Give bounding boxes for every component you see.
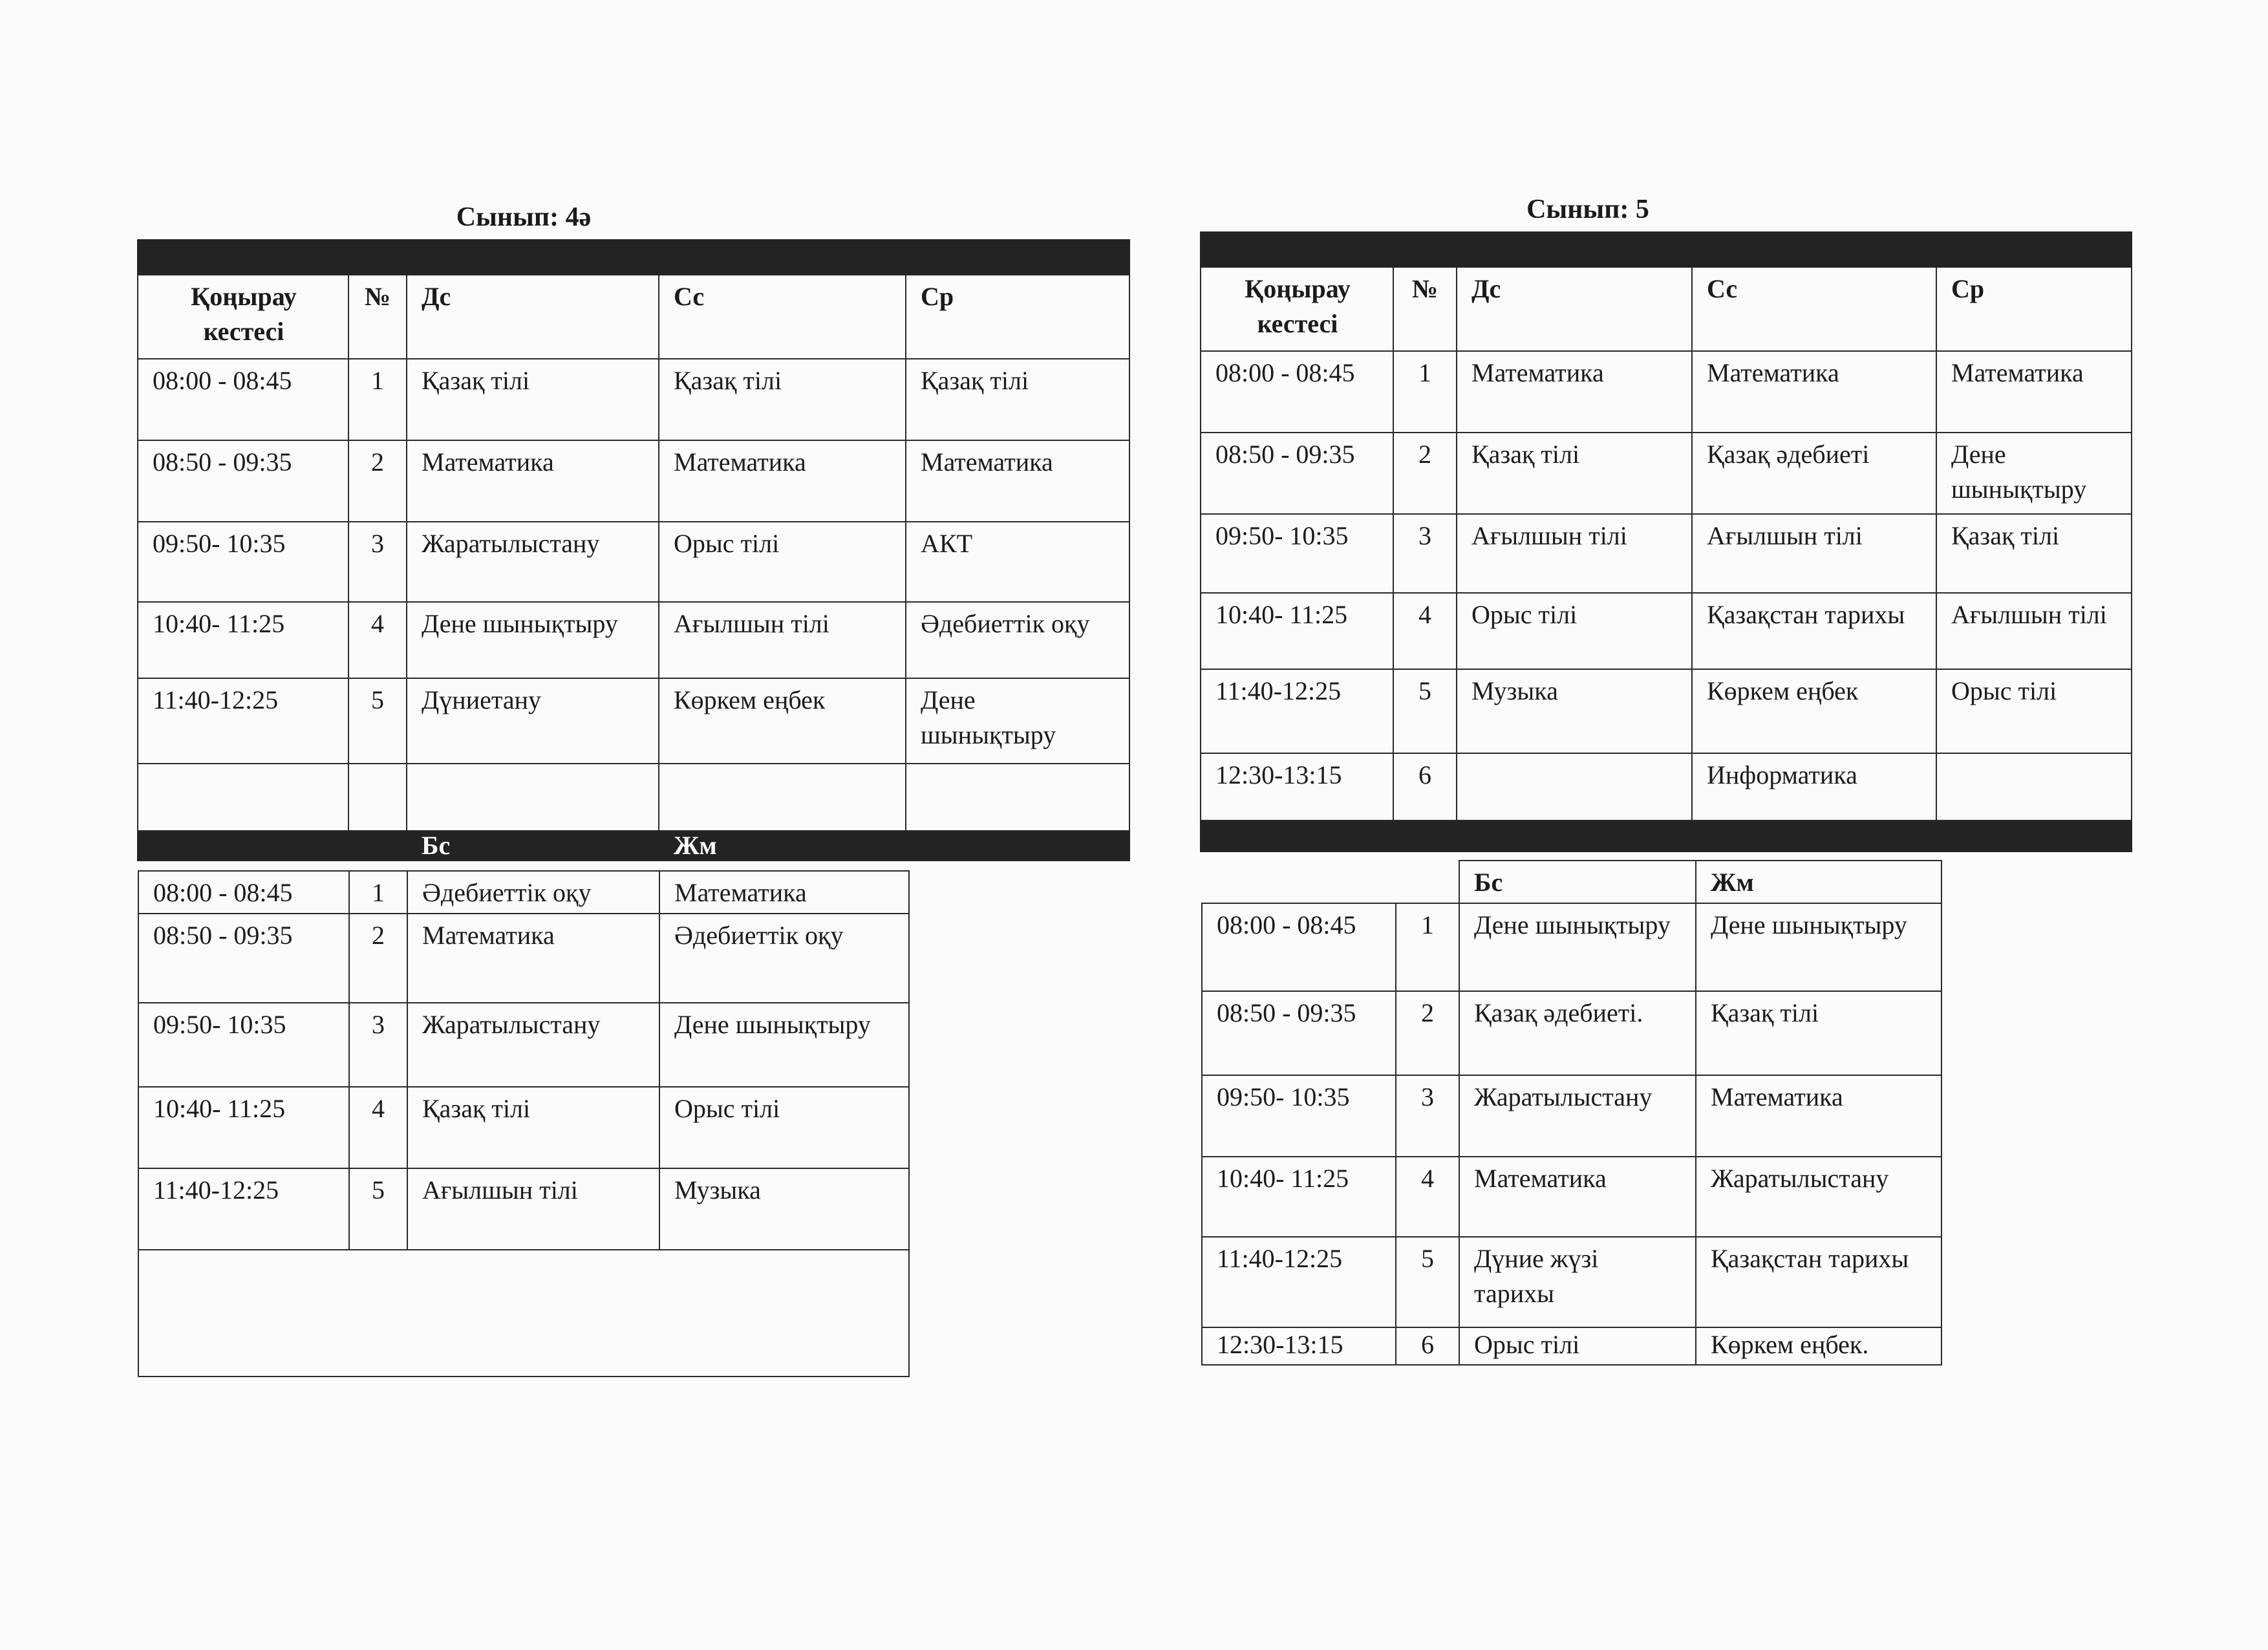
lesson-cell: Музыка bbox=[1457, 669, 1692, 753]
number-header: № bbox=[1393, 267, 1457, 351]
day-header-fri: Жм bbox=[1696, 861, 1942, 903]
day-header-mon: Дс bbox=[1457, 267, 1692, 351]
bell-schedule-header: Қоңырау кестесі bbox=[1201, 267, 1393, 351]
lesson-cell: Қазақ әдебиеті. bbox=[1459, 991, 1696, 1075]
time-cell: 08:50 - 09:35 bbox=[1202, 991, 1396, 1075]
lesson-number: 3 bbox=[348, 522, 407, 602]
day-header-thu: Бс bbox=[1459, 861, 1696, 903]
lesson-number: 6 bbox=[1396, 1327, 1459, 1365]
day-header-thu: Бс bbox=[407, 831, 659, 861]
schedule-4a-table-2 bbox=[138, 870, 910, 1377]
schedule-5-table-2 bbox=[1201, 860, 1942, 1366]
lesson-cell: Математика bbox=[1459, 1157, 1696, 1237]
lesson-cell: Дене шынықтыру bbox=[1936, 433, 2132, 514]
lesson-number: 6 bbox=[1393, 753, 1457, 820]
table-row bbox=[1201, 351, 2132, 433]
lesson-cell: Дене шынықтыру bbox=[1696, 903, 1942, 991]
time-cell: 11:40-12:25 bbox=[138, 1168, 349, 1250]
lesson-cell: Орыс тілі bbox=[1459, 1327, 1696, 1365]
number-header: № bbox=[348, 275, 407, 359]
lesson-cell: Ағылшын тілі bbox=[1457, 514, 1692, 593]
day-header-tue: Сс bbox=[1692, 267, 1936, 351]
lesson-cell: Дене шынықтыру bbox=[1459, 903, 1696, 991]
lesson-cell: Көркем еңбек. bbox=[1696, 1327, 1942, 1365]
header-row bbox=[138, 275, 1129, 359]
schedule-4a-table-1 bbox=[137, 239, 1130, 861]
lesson-cell: Ағылшын тілі bbox=[407, 1168, 659, 1250]
time-cell: 08:00 - 08:45 bbox=[138, 359, 348, 440]
lesson-cell: Орыс тілі bbox=[1457, 593, 1692, 669]
lesson-cell: Жаратылыстану bbox=[407, 522, 659, 602]
lesson-cell: Математика bbox=[407, 914, 659, 1003]
table-row bbox=[1202, 1157, 1942, 1237]
table-row bbox=[138, 440, 1129, 522]
lesson-cell: Қазақ тілі bbox=[1457, 433, 1692, 514]
header-bar bbox=[1201, 232, 2132, 267]
table-row bbox=[1202, 903, 1942, 991]
lesson-number: 4 bbox=[1396, 1157, 1459, 1237]
lesson-number: 2 bbox=[348, 440, 407, 522]
bell-schedule-header: Қоңырау кестесі bbox=[138, 275, 348, 359]
lesson-number: 4 bbox=[349, 1087, 407, 1168]
lesson-cell: Жаратылыстану bbox=[407, 1003, 659, 1087]
lesson-cell: Дене шынықтыру bbox=[906, 678, 1129, 764]
lesson-cell: Математика bbox=[659, 871, 909, 914]
lesson-number: 5 bbox=[349, 1168, 407, 1250]
table-row bbox=[1201, 669, 2132, 753]
lesson-cell: Әдебиеттік оқу bbox=[407, 871, 659, 914]
table-row bbox=[1201, 593, 2132, 669]
lesson-number: 3 bbox=[1393, 514, 1457, 593]
time-cell: 08:00 - 08:45 bbox=[1202, 903, 1396, 991]
lesson-cell: Математика bbox=[906, 440, 1129, 522]
time-cell: 08:00 - 08:45 bbox=[1201, 351, 1393, 433]
time-cell: 09:50- 10:35 bbox=[1202, 1075, 1396, 1157]
lesson-cell: Дүниетану bbox=[407, 678, 659, 764]
class-title-5: Сынып: 5 bbox=[1526, 195, 1649, 224]
lesson-cell bbox=[1457, 753, 1692, 820]
table-row bbox=[1201, 514, 2132, 593]
lesson-number: 2 bbox=[349, 914, 407, 1003]
lesson-cell: Орыс тілі bbox=[659, 1087, 909, 1168]
table-row bbox=[138, 522, 1129, 602]
subheader-bar bbox=[138, 831, 1129, 861]
lesson-cell: Көркем еңбек bbox=[659, 678, 906, 764]
lesson-number: 1 bbox=[348, 359, 407, 440]
lesson-cell: Ағылшын тілі bbox=[659, 602, 906, 678]
lesson-cell: Көркем еңбек bbox=[1692, 669, 1936, 753]
lesson-cell: Қазақстан тарихы bbox=[1692, 593, 1936, 669]
lesson-number: 3 bbox=[349, 1003, 407, 1087]
table-row bbox=[138, 359, 1129, 440]
subheader-row bbox=[1202, 861, 1942, 903]
lesson-cell: Дене шынықтыру bbox=[659, 1003, 909, 1087]
lesson-number: 4 bbox=[348, 602, 407, 678]
time-cell: 11:40-12:25 bbox=[1202, 1237, 1396, 1327]
lesson-cell: Математика bbox=[1936, 351, 2132, 433]
lesson-cell: Қазақ әдебиеті bbox=[1692, 433, 1936, 514]
lesson-number: 5 bbox=[1393, 669, 1457, 753]
time-cell: 09:50- 10:35 bbox=[138, 522, 348, 602]
separator-bar bbox=[1201, 820, 2132, 852]
lesson-cell: Қазақ тілі bbox=[1936, 514, 2132, 593]
lesson-cell: Қазақстан тарихы bbox=[1696, 1237, 1942, 1327]
day-header-fri: Жм bbox=[659, 831, 906, 861]
schedule-5-table-1 bbox=[1200, 231, 2132, 852]
time-cell: 10:40- 11:25 bbox=[138, 1087, 349, 1168]
lesson-number: 2 bbox=[1393, 433, 1457, 514]
table-row bbox=[1201, 433, 2132, 514]
day-header-tue: Сс bbox=[659, 275, 906, 359]
table-row bbox=[138, 1087, 909, 1168]
lesson-number: 3 bbox=[1396, 1075, 1459, 1157]
lesson-cell: Қазақ тілі bbox=[659, 359, 906, 440]
class-title-4a: Сынып: 4ә bbox=[456, 202, 592, 232]
lesson-cell bbox=[1936, 753, 2132, 820]
lesson-cell: Математика bbox=[659, 440, 906, 522]
time-cell: 08:50 - 09:35 bbox=[1201, 433, 1393, 514]
lesson-cell: Жаратылыстану bbox=[1459, 1075, 1696, 1157]
lesson-cell: Қазақ тілі bbox=[1696, 991, 1942, 1075]
day-header-wed: Ср bbox=[1936, 267, 2132, 351]
lesson-cell: Математика bbox=[1692, 351, 1936, 433]
lesson-number: 1 bbox=[1393, 351, 1457, 433]
table-row bbox=[1202, 1237, 1942, 1327]
lesson-cell: Математика bbox=[407, 440, 659, 522]
lesson-cell: Орыс тілі bbox=[1936, 669, 2132, 753]
table-row bbox=[138, 678, 1129, 764]
table-row bbox=[138, 1168, 909, 1250]
lesson-cell: Математика bbox=[1457, 351, 1692, 433]
table-row bbox=[1201, 753, 2132, 820]
lesson-cell: АКТ bbox=[906, 522, 1129, 602]
header-row bbox=[1201, 267, 2132, 351]
time-cell: 11:40-12:25 bbox=[1201, 669, 1393, 753]
time-cell: 09:50- 10:35 bbox=[1201, 514, 1393, 593]
time-cell: 09:50- 10:35 bbox=[138, 1003, 349, 1087]
empty-row bbox=[138, 1250, 909, 1377]
lesson-cell: Дүние жүзі тарихы bbox=[1459, 1237, 1696, 1327]
table-row bbox=[1202, 991, 1942, 1075]
time-cell: 10:40- 11:25 bbox=[138, 602, 348, 678]
table-row bbox=[138, 914, 909, 1003]
lesson-number: 2 bbox=[1396, 991, 1459, 1075]
day-header-mon: Дс bbox=[407, 275, 659, 359]
day-header-wed: Ср bbox=[906, 275, 1129, 359]
time-cell: 12:30-13:15 bbox=[1201, 753, 1393, 820]
time-cell: 08:50 - 09:35 bbox=[138, 440, 348, 522]
time-cell: 10:40- 11:25 bbox=[1201, 593, 1393, 669]
lesson-cell: Орыс тілі bbox=[659, 522, 906, 602]
lesson-cell: Жаратылыстану bbox=[1696, 1157, 1942, 1237]
lesson-cell: Қазақ тілі bbox=[407, 359, 659, 440]
table-row bbox=[1202, 1327, 1942, 1365]
lesson-number: 1 bbox=[349, 871, 407, 914]
lesson-cell: Қазақ тілі bbox=[906, 359, 1129, 440]
lesson-cell: Әдебиеттік оқу bbox=[659, 914, 909, 1003]
time-cell: 10:40- 11:25 bbox=[1202, 1157, 1396, 1237]
lesson-number: 5 bbox=[1396, 1237, 1459, 1327]
table-row bbox=[1202, 1075, 1942, 1157]
empty-row bbox=[138, 764, 1129, 831]
lesson-number: 5 bbox=[348, 678, 407, 764]
table-row bbox=[138, 1003, 909, 1087]
lesson-cell: Қазақ тілі bbox=[407, 1087, 659, 1168]
lesson-cell: Информатика bbox=[1692, 753, 1936, 820]
lesson-number: 1 bbox=[1396, 903, 1459, 991]
lesson-cell: Дене шынықтыру bbox=[407, 602, 659, 678]
lesson-cell: Ағылшын тілі bbox=[1936, 593, 2132, 669]
lesson-cell: Музыка bbox=[659, 1168, 909, 1250]
time-cell: 08:50 - 09:35 bbox=[138, 914, 349, 1003]
header-bar bbox=[138, 240, 1129, 275]
lesson-number: 4 bbox=[1393, 593, 1457, 669]
lesson-cell: Әдебиеттік оқу bbox=[906, 602, 1129, 678]
time-cell: 08:00 - 08:45 bbox=[138, 871, 349, 914]
time-cell: 12:30-13:15 bbox=[1202, 1327, 1396, 1365]
lesson-cell: Ағылшын тілі bbox=[1692, 514, 1936, 593]
time-cell: 11:40-12:25 bbox=[138, 678, 348, 764]
table-row bbox=[138, 602, 1129, 678]
table-row bbox=[138, 871, 909, 914]
lesson-cell: Математика bbox=[1696, 1075, 1942, 1157]
